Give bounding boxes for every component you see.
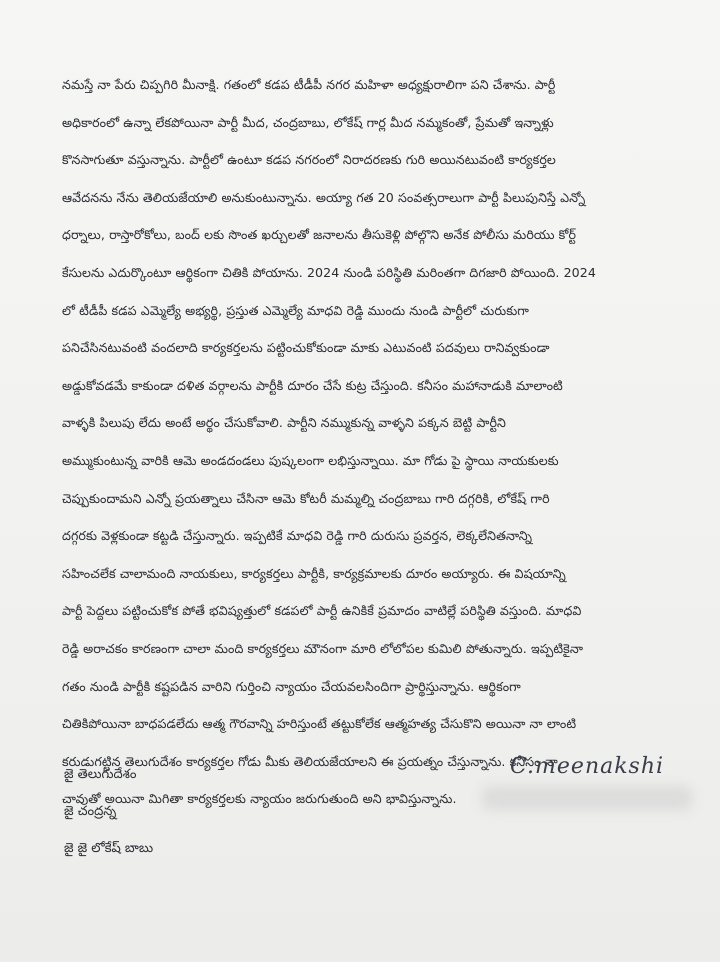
letter-line: చెప్పుకుందామని ఎన్నో ప్రయత్నాలు చేసినా ఆమె కోటరీ మమ్మల్ని చంద్రబాబు గారి దగ్గరికి, లోకేష్ గారి [62,490,550,506]
letter-line: ఆవేదనను నేను తెలియజేయాలి అనుకుంటున్నాను. అయ్యా గత 20 సంవత్సరాలుగా పార్టీ పిలుపునిస్తే ఎన్నో [62,189,586,205]
letter-line: కేసులను ఎదుర్కొంటూ ఆర్థికంగా చితికి పోయాను. 2024 నుండి పరిస్థితి మరింతగా దిగజారి పోయింది. 2024 [62,264,597,280]
letter-line: లో టీడీపీ కడప ఎమ్మెల్యే అభ్యర్థి, ప్రస్తుత ఎమ్మెల్యే మాధవి రెడ్డి ముందు నుండి పార్టీలో చురుకుగా [62,302,529,318]
letter-line: రెడ్డి అరాచకం కారణంగా చాలా మంది కార్యకర్తలు మౌనంగా మారి లోలోపల కుమిలి పోతున్నారు. ఇప్పటికైనా [62,640,584,656]
letter-line: చితికిపోయినా బాధపడలేదు ఆత్మ గౌరవాన్ని హరిస్తుంటే తట్టుకోలేక ఆత్మహత్య చేసుకొని అయినా నా లాంటి [62,716,577,732]
letter-line: దగ్గరకు వెళ్లకుండా కట్టడి చేస్తున్నారు. ఇప్పటికే మాధవి రెడ్డి గారి దురుసు ప్రవర్తన, లెక్కలేనితనాన్ని [62,528,533,544]
letter-line: ధర్నాలు, రాస్తారోకోలు, బంద్ లకు సొంత ఖర్చులతో జనాలను తీసుకెళ్లి పోల్గొని అనేక పోలీసు మరియు కోర్ట్ [62,227,577,243]
letter-line: గతం నుండి పార్టీకి కష్టపడిన వారిని గుర్తించి న్యాయం చేయవలసిందిగా ప్రార్థిస్తున్నాను. ఆర్థికంగా [62,678,521,694]
closing-line: జై తెలుగుదేశం [64,767,137,782]
letter-line: సహించలేక చాలామంది నాయకులు, కార్యకర్తలు పార్టీకి, కార్యక్రమాలకు దూరం అయ్యారు. ఈ విషయాన్ని [62,565,566,581]
letter-line: కరుడుగట్టిన తెలుగుదేశం కార్యకర్తల గోడు మీకు తెలియజేయాలని ఈ ప్రయత్నం చేస్తున్నాను. కనీసం నా [62,753,558,769]
letter-body [62,66,665,818]
letter-line: నమస్తే నా పేరు చిప్పగిరి మీనాక్షి. గతంలో కడప టీడీపీ నగర మహిళా అధ్యక్షురాలిగా పని చేశాను. పార్టీ [62,77,556,92]
letter-line: చావుతో అయినా మిగితా కార్యకర్తలకు న్యాయం జరుగుతుంది అని భావిస్తున్నాను. [62,791,457,807]
closing-slogans [64,756,153,867]
closing-line: జై చంద్రన్న [64,804,117,819]
letter-line: అడ్డుకోవడమే కాకుండా దళిత వర్గాలను పార్టీకి దూరం చేసే కుట్ర చేస్తుంది. కనీసం మహానాడుకి మాలాంటి [62,377,563,393]
letter-line: పనిచేసినటువంటి వందలాది కార్యకర్తలను పట్టించుకోకుండా మాకు ఎటువంటి పదవులు రానివ్వకుండా [62,340,550,356]
letter-line: కొనసాగుతూ వస్తున్నాను. పార్టీలో ఉంటూ కడప నగరంలో నిరాదరణకు గురి అయినటువంటి కార్యకర్తల [62,152,556,168]
letter-line: అమ్ముకుంటున్న వారికి ఆమె అండదండలు పుష్కలంగా లభిస్తున్నాయి. మా గోడు పై స్థాయి నాయకులకు [62,452,559,468]
letter-line: అధికారంలో ఉన్నా లేకపోయినా పార్టీ మీద, చంద్రబాబు, లోకేష్ గార్ల మీద నమ్మకంతో, ప్రేమతో ఇన్నాళ్లు [62,114,554,130]
closing-line: జై జై లోకేష్ బాబు [64,841,154,856]
letter-line: పార్టీ పెద్దలు పట్టించుకోక పోతే భవిష్యత్తులో కడపలో పార్టీ ఉనికికే ప్రమాదం వాటిల్లే పరిస్థితి వస్తుంది. మాధవి [62,603,582,619]
signature-name: C.meenakshi [510,754,665,779]
redacted-name-blur [482,786,692,810]
letter-line: వాళ్ళకి పిలుపు లేదు అంటే అర్థం చేసుకోవాలి. పార్టీని నమ్ముకున్న వాళ్ళని పక్కన బెట్టి పార్టీని [62,415,506,431]
